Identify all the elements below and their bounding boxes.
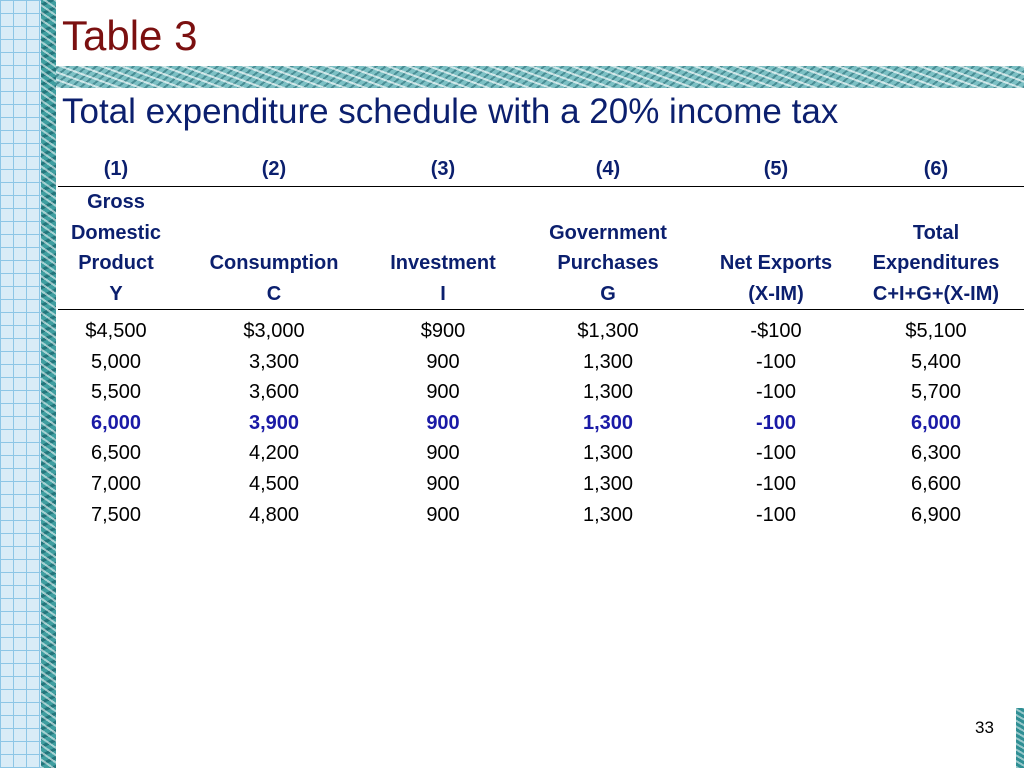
column-header-line: Consumption [209, 252, 339, 274]
table-cell: -100 [755, 442, 797, 465]
table-row [58, 377, 1024, 408]
column-header-line: Investment [390, 252, 496, 274]
table-cell: -100 [755, 503, 797, 526]
table-row [58, 438, 1024, 469]
table-cell: 900 [426, 381, 460, 404]
table-body [58, 310, 1024, 531]
column-header [58, 187, 174, 310]
column-number: (1) [58, 152, 174, 187]
table-cell: 6,900 [910, 503, 962, 526]
column-header [512, 187, 704, 310]
column-header-line: Product [78, 252, 154, 274]
table-cell: 6,300 [910, 442, 962, 465]
slide-title: Table 3 [62, 12, 198, 59]
page-number: 33 [975, 718, 994, 737]
table-cell: 7,000 [90, 472, 142, 495]
table-cell: $3,000 [243, 320, 305, 342]
column-header-line: Domestic [70, 221, 162, 244]
table-cell: 6,000 [90, 411, 142, 434]
table-cell: 1,300 [582, 472, 634, 495]
column-header-line: Government [549, 221, 667, 244]
table-cell: 1,300 [582, 503, 634, 526]
table-row-equilibrium [58, 408, 1024, 439]
table-cell: $900 [420, 320, 466, 342]
table-cell: 4,200 [248, 442, 300, 465]
column-header-line: Expenditures [872, 252, 1000, 274]
table-cell: 5,700 [910, 381, 962, 404]
table-cell: 3,900 [248, 411, 300, 434]
table-cell: 5,500 [90, 381, 142, 404]
table-cell: 900 [426, 503, 460, 526]
table-cell: 5,000 [90, 350, 142, 373]
slide-subtitle: Total expenditure schedule with a 20% income tax [62, 92, 839, 131]
column-header [174, 187, 374, 310]
table-cell: $1,300 [577, 320, 639, 342]
column-header [704, 187, 848, 310]
table-cell: 4,500 [248, 472, 300, 495]
table-cell: 7,500 [90, 503, 142, 526]
column-number: (3) [374, 152, 512, 187]
table-cell: 5,400 [910, 350, 962, 373]
column-header-line: G [600, 282, 616, 305]
column-number: (6) [848, 152, 1024, 187]
table-cell: 1,300 [582, 350, 634, 373]
column-header-line: C+I+G+(X-IM) [872, 282, 1000, 305]
table-row [58, 500, 1024, 531]
table-row [58, 310, 1024, 347]
table-cell: $4,500 [85, 320, 147, 342]
column-header-line: I [440, 282, 446, 305]
column-number: (5) [704, 152, 848, 187]
decorative-title-rule [56, 66, 1024, 88]
column-header-line: Purchases [557, 252, 659, 274]
column-header-line: Y [109, 282, 123, 305]
table-cell: -100 [755, 472, 797, 495]
table-cell: 6,500 [90, 442, 142, 465]
expenditure-schedule-table [58, 152, 1024, 530]
table-cell: 6,000 [910, 411, 962, 434]
table-cell: 900 [426, 442, 460, 465]
table-cell: -100 [755, 350, 797, 373]
table-cell: -$100 [750, 320, 802, 342]
column-header [374, 187, 512, 310]
table-cell: 1,300 [582, 442, 634, 465]
column-number: (4) [512, 152, 704, 187]
table-cell: 3,600 [248, 381, 300, 404]
column-header-line: (X-IM) [748, 282, 804, 305]
table-cell: 900 [426, 350, 460, 373]
column-header-line: C [266, 282, 282, 305]
table-cell: 900 [426, 472, 460, 495]
table-cell: -100 [755, 381, 797, 404]
column-number-row [58, 152, 1024, 187]
table-cell: 900 [426, 411, 460, 434]
decorative-corner [1016, 708, 1024, 768]
column-header-line: Gross [87, 191, 145, 213]
column-header-row [58, 187, 1024, 310]
table-row [58, 347, 1024, 378]
table-cell: 6,600 [910, 472, 962, 495]
table-cell: 1,300 [582, 381, 634, 404]
table-cell: 4,800 [248, 503, 300, 526]
decorative-grid-strip [0, 0, 41, 768]
table-cell: 1,300 [582, 411, 634, 434]
table-row [58, 469, 1024, 500]
column-header-line: Total [912, 221, 960, 244]
table-cell: -100 [755, 411, 797, 434]
table-cell: $5,100 [905, 320, 967, 342]
decorative-texture-band [41, 0, 56, 768]
column-header [848, 187, 1024, 310]
table-cell: 3,300 [248, 350, 300, 373]
column-header-line: Net Exports [719, 252, 833, 274]
column-number: (2) [174, 152, 374, 187]
